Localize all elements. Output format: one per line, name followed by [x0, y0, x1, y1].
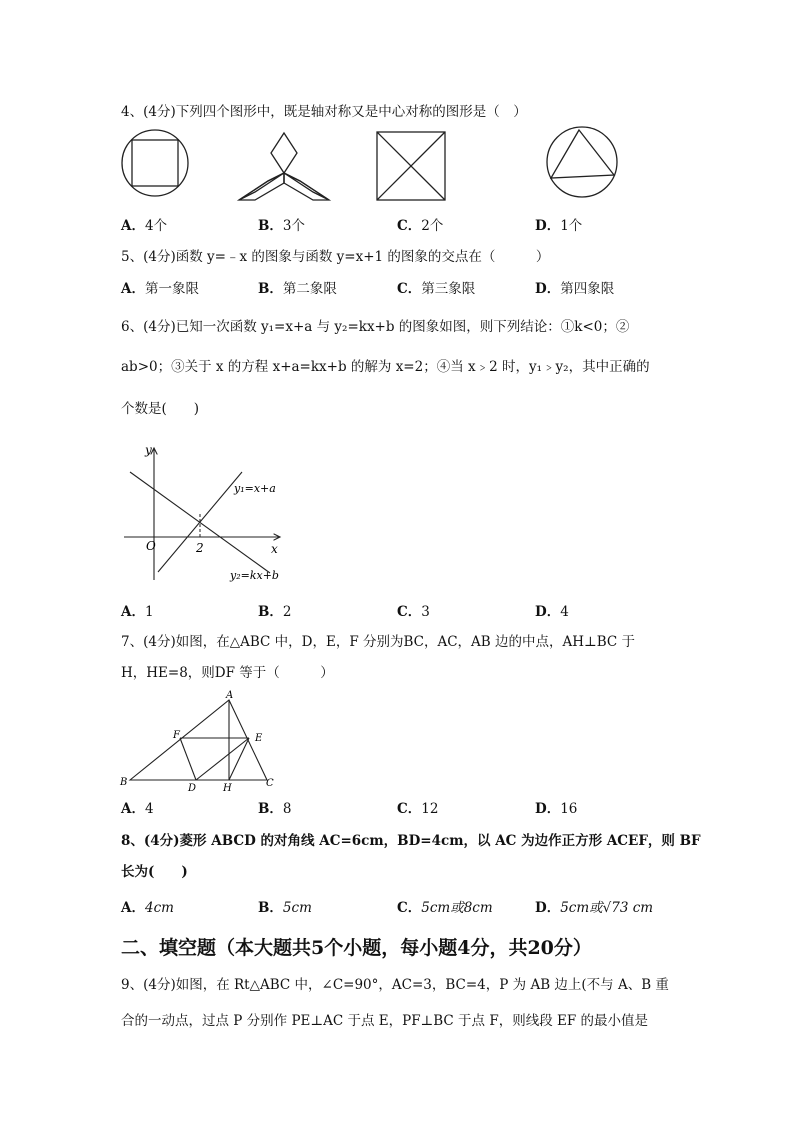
q6-graph — [120, 440, 290, 590]
y-axis-label: y — [145, 443, 152, 457]
q7-option-a: A．4 — [121, 801, 154, 817]
q5-option-b: B．第二象限 — [258, 281, 337, 297]
q7-stem-line2: H，HE=8，则DF 等于（ ） — [121, 665, 334, 681]
q7-option-b: B．8 — [258, 801, 292, 817]
q9-stem-line2: 合的一动点，过点 P 分别作 PE⊥AC 于点 E，PF⊥BC 于点 F，则线段 EF 的最小值是 — [121, 1013, 649, 1029]
q6-stem-line3: 个数是( ) — [121, 401, 200, 417]
square-diagonals-figure — [377, 132, 445, 200]
q4-option-b: B．3个 — [258, 218, 306, 234]
q5-option-c: C．第三象限 — [397, 281, 476, 297]
q6-stem-line1: 6、(4分)已知一次函数 y₁=x+a 与 y₂=kx+b 的图象如图，则下列结论：①k<0；② — [121, 319, 630, 335]
q7-stem-line1: 7、(4分)如图，在△ABC 中，D，E，F 分别为BC，AC，AB 边的中点，AH⊥BC 于 — [121, 634, 636, 650]
circle-square-figure — [122, 130, 188, 196]
line-label-y1: y₁=x+a — [234, 482, 276, 495]
q6-stem-line2: ab>0；③关于 x 的方程 x+a=kx+b 的解为 x=2；④当 x﹥2 时，y₁﹥y₂，其中正确的 — [121, 359, 650, 375]
label-h: H — [223, 783, 232, 794]
segment-fd — [180, 738, 196, 780]
q5-option-d: D．第四象限 — [535, 281, 615, 297]
q4-figures — [118, 128, 678, 208]
label-d: D — [188, 783, 197, 794]
q5-stem: 5、(4分)函数 y=﹣x 的图象与函数 y=x+1 的图象的交点在（ ） — [121, 249, 550, 265]
q6-option-c: C．3 — [397, 604, 430, 620]
q8-option-d: D．5cm或√73 cm — [535, 900, 654, 916]
q4-stem: 4、(4分)下列四个图形中，既是轴对称又是中心对称的图形是（ ） — [121, 104, 527, 120]
q7-triangle-figure — [118, 690, 288, 795]
q9-stem-line1: 9、(4分)如图，在 Rt△ABC 中，∠C=90°，AC=3，BC=4，P 为 AB 边上(不与 A、B 重 — [121, 977, 669, 993]
q8-stem-line1: 8、(4分)菱形 ABCD 的对角线 AC=6cm，BD=4cm，以 AC 为边作正方形 ACEF，则 BF — [121, 833, 701, 849]
segment-de — [196, 738, 249, 780]
section-title: 二、填空题（本大题共5个小题，每小题4分，共20分） — [121, 937, 592, 959]
segment-he — [229, 738, 249, 780]
label-e: E — [255, 733, 263, 744]
q4-option-d: D．1个 — [535, 218, 583, 234]
q6-option-d: D．4 — [535, 604, 569, 620]
q8-option-c: C．5cm或8cm — [397, 900, 493, 916]
q7-option-c: C．12 — [397, 801, 439, 817]
q8-stem-line2: 长为( ) — [121, 864, 188, 880]
q8-option-a: A．4cm — [121, 900, 174, 916]
label-c: C — [266, 778, 274, 789]
q6-option-a: A．1 — [121, 604, 154, 620]
origin-label: O — [146, 539, 156, 553]
tick-label-2: 2 — [196, 541, 204, 555]
q4-option-a: A．4个 — [121, 218, 168, 234]
q4-option-c: C．2个 — [397, 218, 444, 234]
circle-triangle-figure — [547, 127, 617, 197]
q6-option-b: B．2 — [258, 604, 292, 620]
label-b: B — [120, 777, 128, 788]
line-label-y2: y₂=kx+b — [230, 569, 279, 582]
three-rhombi-figure — [239, 133, 329, 200]
x-axis-label: x — [271, 542, 278, 556]
q8-option-b: B．5cm — [258, 900, 312, 916]
q7-option-d: D．16 — [535, 801, 578, 817]
label-a: A — [226, 690, 234, 701]
label-f: F — [173, 730, 180, 741]
q5-option-a: A．第一象限 — [121, 281, 199, 297]
